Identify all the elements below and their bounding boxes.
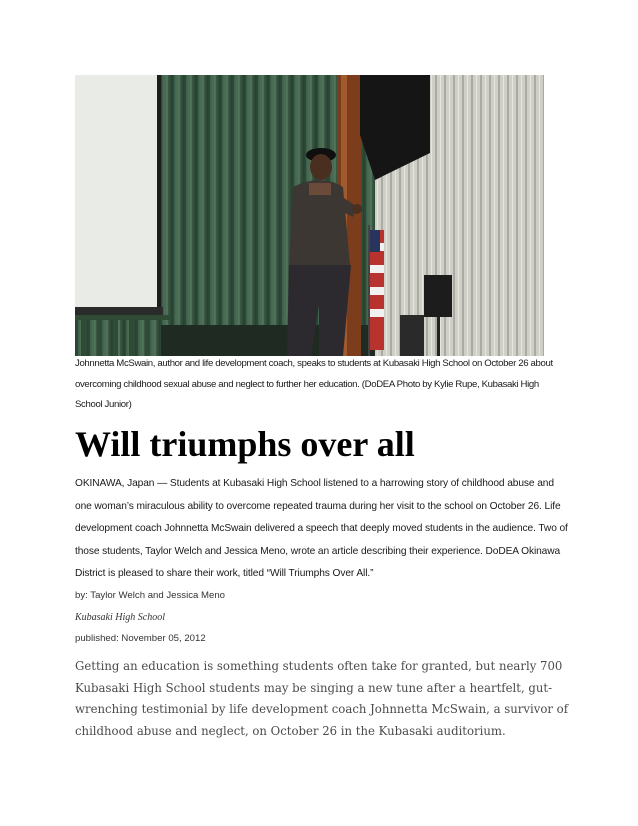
byline xyxy=(75,585,475,650)
intro-paragraph: OKINAWA, Japan — Students at Kubasaki High School listened to a harrowing story of childhood abuse and one woman’s miraculous ability to overcome repeated trauma during her visit to the school on October 26. Life development coach Johnnetta McSwain delivered a speech that deeply moved students in the audience. Two of those students, Taylor Welch and Jessica Meno, wrote an article describing their experience. DoDEA Okinawa District is pleased to share their work, titled “Will Triumphs Over All.” xyxy=(75,478,568,579)
byline-school: Kubasaki High School xyxy=(75,611,165,623)
lead-paragraph: Getting an education is something students often take for granted, but nearly 700 Kubasaki High School students may be singing a new tune after a heartfelt, gut-wrenching testimonial by life development coach Johnnetta McSwain, a survivor of childhood abuse and neglect, on October 26 in the Kubasaki auditorium. xyxy=(75,659,569,738)
byline-published-date: published: November 05, 2012 xyxy=(75,633,206,644)
article-headline: Will triumphs over all xyxy=(75,424,415,464)
photo-caption: Johnnetta McSwain, author and life development coach, speaks to students at Kubasaki High School on October 26 about overcoming childhood sexual abuse and neglect to further her education. (DoDEA Photo by Kylie Rupe, Kubasaki High School Junior) xyxy=(75,358,553,410)
article-photo xyxy=(75,75,544,356)
speaker-on-stage-photo xyxy=(75,75,544,356)
byline-authors: by: Taylor Welch and Jessica Meno xyxy=(75,590,226,601)
